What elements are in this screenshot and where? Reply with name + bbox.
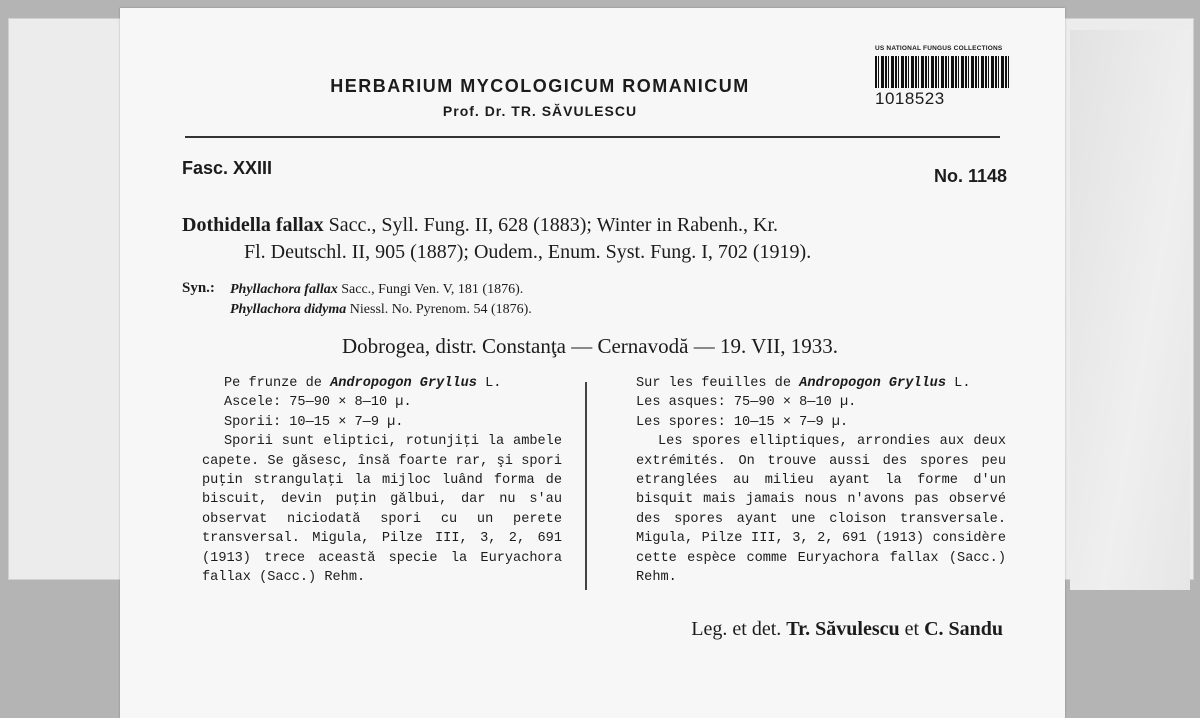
french-description	[636, 374, 1006, 587]
specimen-number: No. 1148	[933, 166, 1007, 186]
synonym-ref: Niessl. No. Pyrenom. 54 (1876).	[346, 302, 532, 317]
collector-name: Tr. Săvulescu	[786, 618, 900, 640]
herbarium-subtitle: Prof. Dr. TR. SĂVULESCU	[442, 103, 638, 119]
header-divider	[185, 136, 1000, 138]
host-name: Andropogon Gryllus	[330, 376, 477, 391]
leg-det-joiner: et	[899, 618, 925, 640]
column-divider	[585, 382, 587, 590]
synonym-ref: Sacc., Fungi Ven. V, 181 (1876).	[337, 282, 524, 297]
species-citation-line2: Fl. Deutschl. II, 905 (1887); Oudem., Enum. Syst. Fung. I, 702 (1919).	[244, 241, 812, 263]
fascicle-label: Fasc. XXIII	[182, 158, 273, 178]
host-line	[202, 374, 562, 393]
host-suffix: L.	[946, 376, 971, 391]
barcode-icon	[875, 56, 1011, 88]
herbarium-label	[120, 8, 1065, 718]
herbarium-title: HERBARIUM MYCOLOGICUM ROMANICUM	[330, 76, 750, 96]
species-name: Dothidella fallax	[182, 214, 324, 236]
barcode-number: 1018523	[875, 89, 945, 108]
synonym-item	[230, 300, 830, 320]
asci-measure: Ascele: 75—90 × 8—10 µ.	[224, 395, 412, 411]
romanian-description	[202, 374, 562, 587]
spore-measure: Les spores: 10—15 × 7—9 µ.	[636, 414, 849, 430]
host-line	[636, 374, 1006, 393]
envelope-flap	[1070, 30, 1190, 590]
barcode-caption: US NATIONAL FUNGUS COLLECTIONS	[875, 45, 1003, 52]
asci-measure: Les asques: 75—90 × 8—10 µ.	[636, 395, 857, 411]
collector-name: C. Sandu	[924, 618, 1003, 640]
synonyms-list	[230, 280, 830, 320]
host-name: Andropogon Gryllus	[799, 376, 946, 391]
barcode-sticker	[875, 45, 1025, 125]
leg-det-prefix: Leg. et det.	[691, 618, 787, 640]
synonym-item	[230, 280, 830, 300]
host-prefix: Sur les feuilles de	[636, 376, 800, 391]
leg-det-line	[691, 618, 1003, 641]
species-citation	[182, 212, 1012, 266]
spore-measure: Sporii: 10—15 × 7—9 µ.	[224, 414, 404, 430]
synonym-name: Phyllachora fallax	[230, 282, 338, 297]
synonyms-label: Syn.:	[182, 280, 215, 296]
description-text: Sporii sunt eliptici, rotunjiţi la ambele capete. Se găsesc, însă foarte rar, şi spori puţin strangulaţi la mijloc luând forma de biscuit, devin puţin gălbui, dar nu s'au observat niciodată spori cu un perete transversal. Migula, Pilze III, 3, 2, 691 (1913) trece această specie la Euryachora fallax (Sacc.) Rehm.	[202, 434, 562, 586]
synonym-name: Phyllachora didyma	[230, 302, 347, 317]
species-citation-line1: Sacc., Syll. Fung. II, 628 (1883); Winter in Rabenh., Kr.	[323, 214, 778, 236]
description-text: Les spores elliptiques, arrondies aux deux extrémités. On trouve aussi des spores peu etranglées au milieu ayant la forme d'un bisquit mais jamais nous n'avons pas observé des spores ayant une cloison transversale. Migula, Pilze III, 3, 2, 691 (1913) considère cette espèce comme Euryachora fallax (Sacc.) Rehm.	[636, 434, 1006, 586]
host-suffix: L.	[476, 376, 502, 391]
host-prefix: Pe frunze de	[224, 376, 331, 391]
locality-line: Dobrogea, distr. Constanţa — Cernavodă — 19. VII, 1933.	[342, 334, 838, 358]
